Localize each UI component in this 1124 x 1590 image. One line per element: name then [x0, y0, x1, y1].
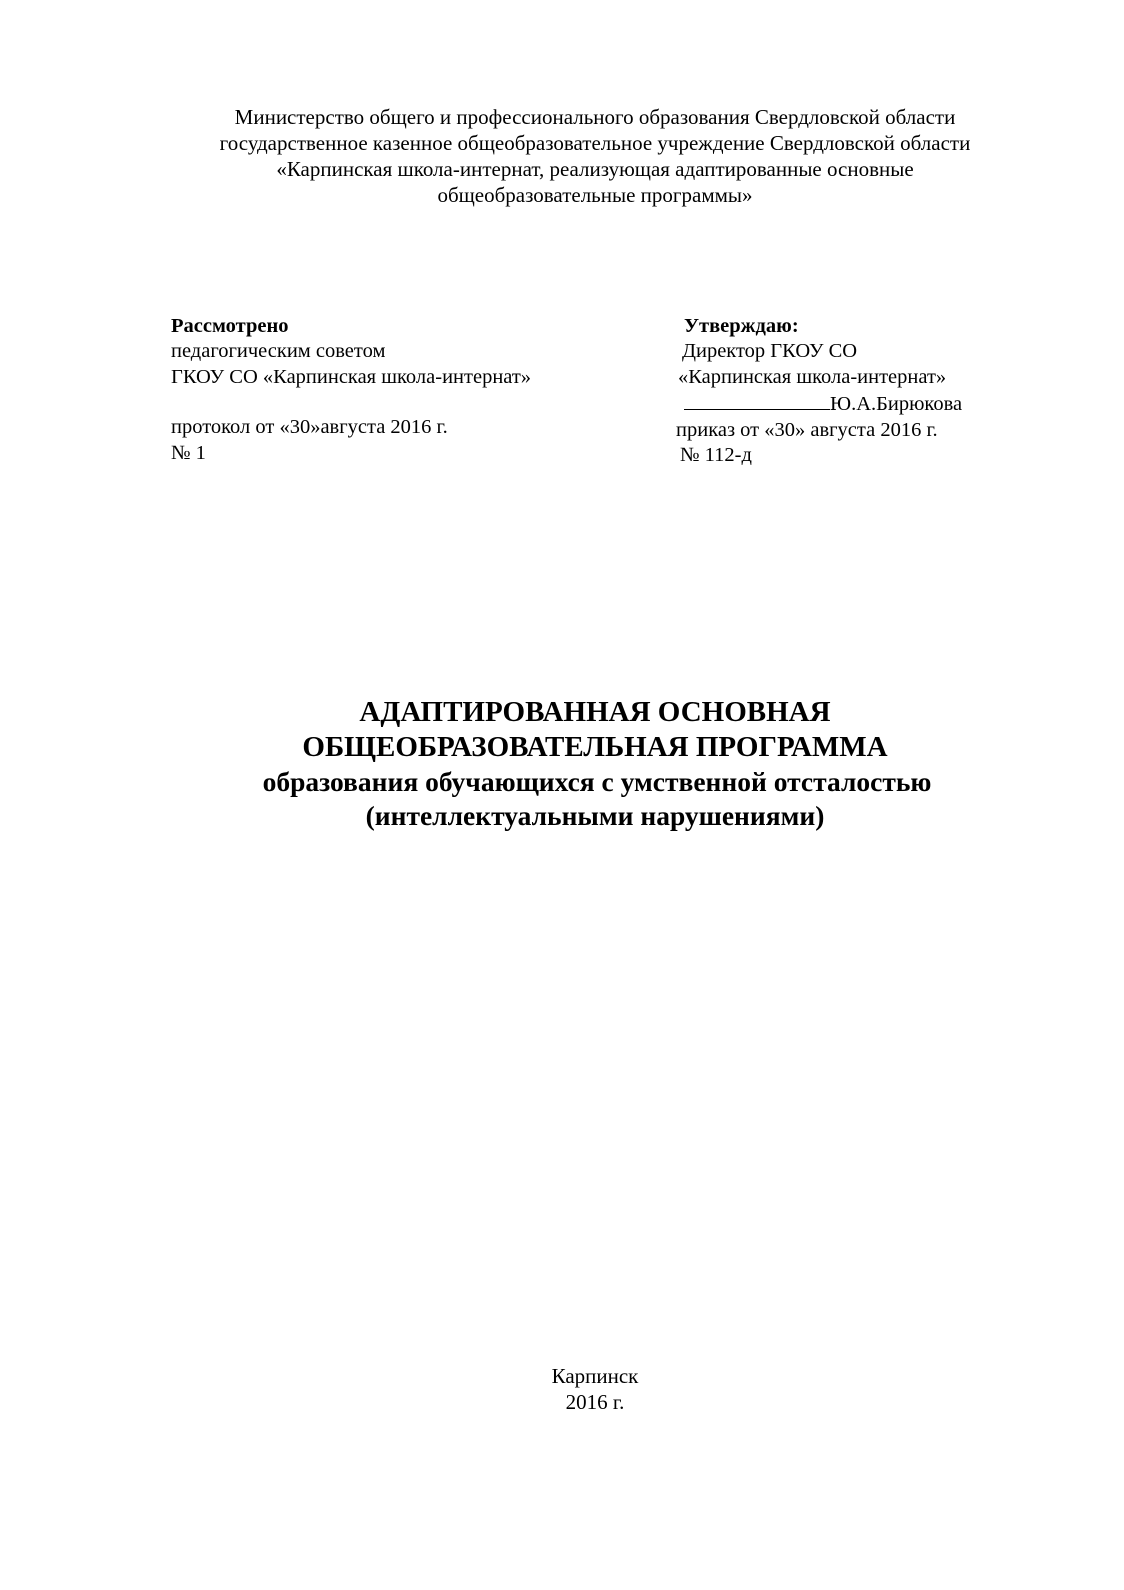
- document-footer: [0, 1363, 1124, 1415]
- footer-year: 2016 г.: [565, 1390, 625, 1414]
- approved-school: «Карпинская школа-интернат»: [678, 365, 947, 388]
- approved-director-title: Директор ГКОУ СО: [682, 340, 858, 363]
- document-title: [0, 695, 1124, 833]
- header-line-3: «Карпинская школа-интернат, реализующая адаптированные основные: [276, 157, 914, 181]
- title-line-3: образования обучающихся с умственной отсталостью: [262, 766, 932, 797]
- approval-considered-block: [171, 314, 531, 466]
- header-line-4: общеобразовательные программы»: [437, 183, 753, 207]
- signature-line: [684, 390, 830, 410]
- approval-approved-block: [676, 314, 962, 468]
- approved-heading: Утверждаю:: [684, 315, 799, 337]
- approved-order-number: № 112-д: [680, 444, 752, 467]
- approved-signature: [676, 390, 962, 417]
- considered-protocol-date: протокол от «30»августа 2016 г.: [171, 416, 448, 439]
- header-line-1: Министерство общего и профессионального образования Свердловской области: [234, 105, 956, 129]
- considered-heading: Рассмотрено: [171, 315, 289, 337]
- title-line-2: ОБЩЕОБРАЗОВАТЕЛЬНАЯ ПРОГРАММА: [302, 731, 888, 763]
- considered-school: ГКОУ СО «Карпинская школа-интернат»: [171, 365, 532, 388]
- footer-city: Карпинск: [551, 1364, 639, 1388]
- title-line-4: (интеллектуальными нарушениями): [365, 800, 825, 831]
- approved-order-date: приказ от «30» августа 2016 г.: [676, 418, 938, 441]
- ministry-header: [0, 104, 1124, 208]
- header-line-2: государственное казенное общеобразовательное учреждение Свердловской области: [219, 131, 971, 155]
- spacer: [171, 390, 531, 415]
- title-line-1: АДАПТИРОВАННАЯ ОСНОВНАЯ: [359, 696, 831, 728]
- considered-council: педагогическим советом: [171, 340, 386, 363]
- director-name: Ю.А.Бирюкова: [830, 393, 963, 416]
- considered-protocol-number: № 1: [171, 441, 206, 464]
